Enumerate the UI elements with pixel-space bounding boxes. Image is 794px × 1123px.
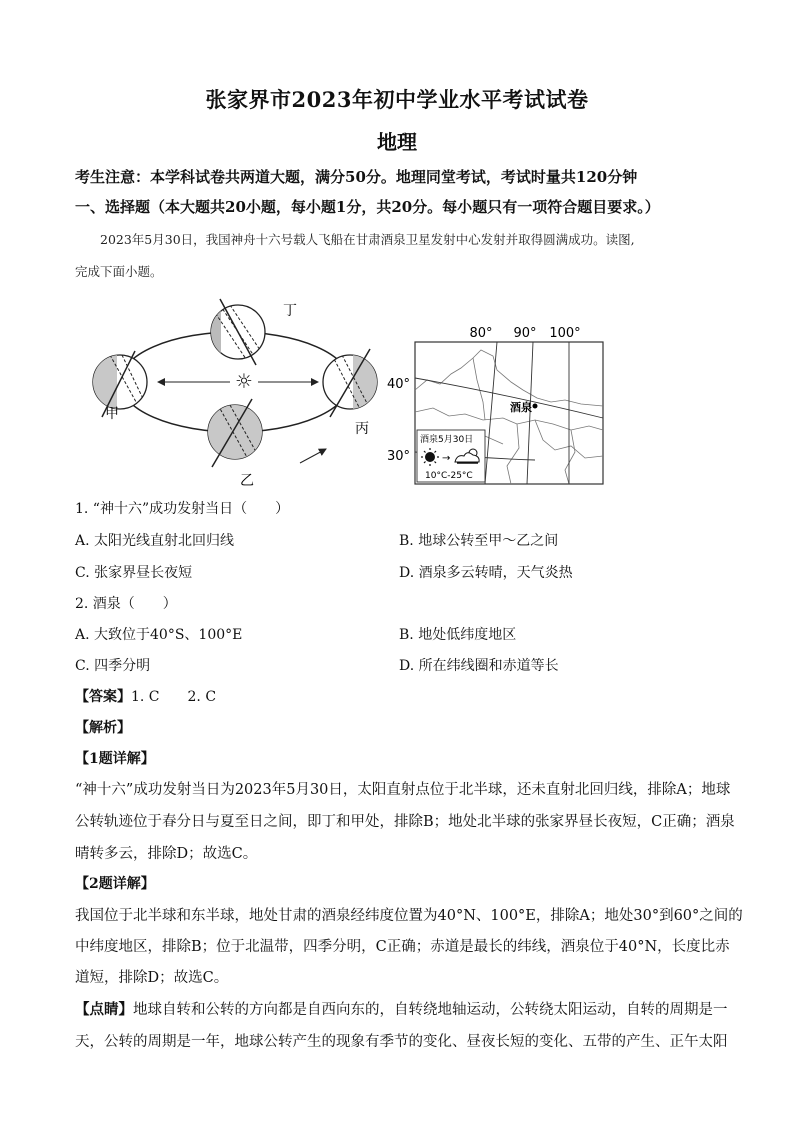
label-bing: 丙 (355, 421, 369, 437)
earth-bing (323, 349, 377, 417)
earth-ding (210, 299, 266, 365)
detail1-line: “神十六”成功发射当日为2023年5月30日，太阳直射点位于北半球，还未直射北回归线，排除A；地球 (75, 782, 731, 798)
detail2-line: 道短，排除D；故选C。 (75, 970, 229, 986)
tip-line (75, 998, 728, 1019)
q1-option-a: A. 太阳光线直射北回归线 (75, 533, 235, 549)
intro-line-1: 2023年5月30日，我国神舟十六号载人飞船在甘肃酒泉卫星发射中心发射并取得圆满成功。读图, (100, 232, 635, 247)
intro-line-2: 完成下面小题。 (75, 264, 163, 279)
label-jia: 甲 (105, 406, 119, 422)
q1-option-d: D. 酒泉多云转晴，天气炎热 (399, 565, 573, 581)
subject-title: 地理 (377, 130, 417, 154)
detail1-tag: 【1题详解】 (75, 751, 155, 767)
weather-box (417, 430, 485, 482)
q1-stem: 1. “神十六”成功发射当日（ ） (75, 501, 290, 517)
detail2-line: 我国位于北半球和东半球，地处甘肃的酒泉经纬度位置为40°N、100°E，排除A；地处30°到60°之间的 (75, 908, 743, 924)
lon-label-90: 90° (513, 326, 537, 341)
tip-text: 地球自转和公转的方向都是自西向东的，自转绕地轴运动，公转绕太阳运动，自转的周期是一 (133, 1002, 728, 1018)
lat-label-30: 30° (387, 449, 411, 464)
q1-option-b: B. 地球公转至甲～乙之间 (399, 533, 559, 549)
label-yi: 乙 (240, 473, 254, 489)
tip-tag: 【点睛】 (75, 1001, 133, 1018)
notice: 考生注意：本学科试卷共两道大题，满分50分。地理同堂考试，考试时量共120分钟 (75, 168, 638, 186)
q2-option-a: A. 大致位于40°S、100°E (75, 627, 243, 643)
q2-option-d: D. 所在纬线圈和赤道等长 (399, 658, 559, 674)
lat-label-40: 40° (387, 377, 411, 392)
detail1-line: 晴转多云，排除D；故选C。 (75, 846, 258, 862)
q1-option-c: C. 张家界昼长夜短 (75, 565, 193, 581)
temperature-range: 10°C-25°C (425, 471, 473, 481)
q2-option-b: B. 地处低纬度地区 (399, 627, 517, 643)
earth-jia (93, 351, 148, 417)
label-ding: 丁 (283, 303, 297, 319)
detail1-line: 公转轨迹位于春分日与夏至日之间，即丁和甲处，排除B；地处北半球的张家界昼长夜短，C正确；酒泉 (75, 814, 735, 830)
detail2-tag: 【2题详解】 (75, 876, 155, 892)
weather-title: 酒泉5月30日 (420, 435, 474, 445)
arrow-icon: → (442, 453, 451, 464)
exam-title: 张家界市2023年初中学业水平考试试卷 (205, 87, 589, 112)
orbit-direction-arrow (300, 449, 326, 463)
jiuquan-city-label: 酒泉 (510, 401, 532, 414)
answer-line (75, 686, 216, 706)
answer-tag: 【答案】 (75, 689, 131, 705)
jiuquan-city-dot (533, 404, 538, 409)
tip-line: 天，公转的周期是一年，地球公转产生的现象有季节的变化、昼夜长短的变化、五带的产生、正午太阳 (75, 1034, 728, 1050)
sun-symbol (235, 369, 253, 393)
svg-text:☼: ☼ (235, 369, 253, 393)
earth-yi (208, 399, 262, 467)
lon-label-100: 100° (549, 326, 581, 341)
lon-label-80: 80° (469, 326, 493, 341)
q2-stem: 2. 酒泉（ ） (75, 596, 177, 612)
analysis-tag: 【解析】 (75, 720, 131, 736)
earth-orbit-diagram (80, 285, 400, 500)
answer-text: 1. C 2. C (131, 689, 217, 705)
detail2-line: 中纬度地区，排除B；位于北温带，四季分明，C正确；赤道是最长的纬线，酒泉位于40°N，长度比赤 (75, 939, 730, 955)
q2-option-c: C. 四季分明 (75, 658, 151, 674)
jiuquan-map (385, 320, 610, 490)
section-heading: 一、选择题（本大题共20小题，每小题1分，共20分。每小题只有一项符合题目要求。） (75, 198, 660, 216)
